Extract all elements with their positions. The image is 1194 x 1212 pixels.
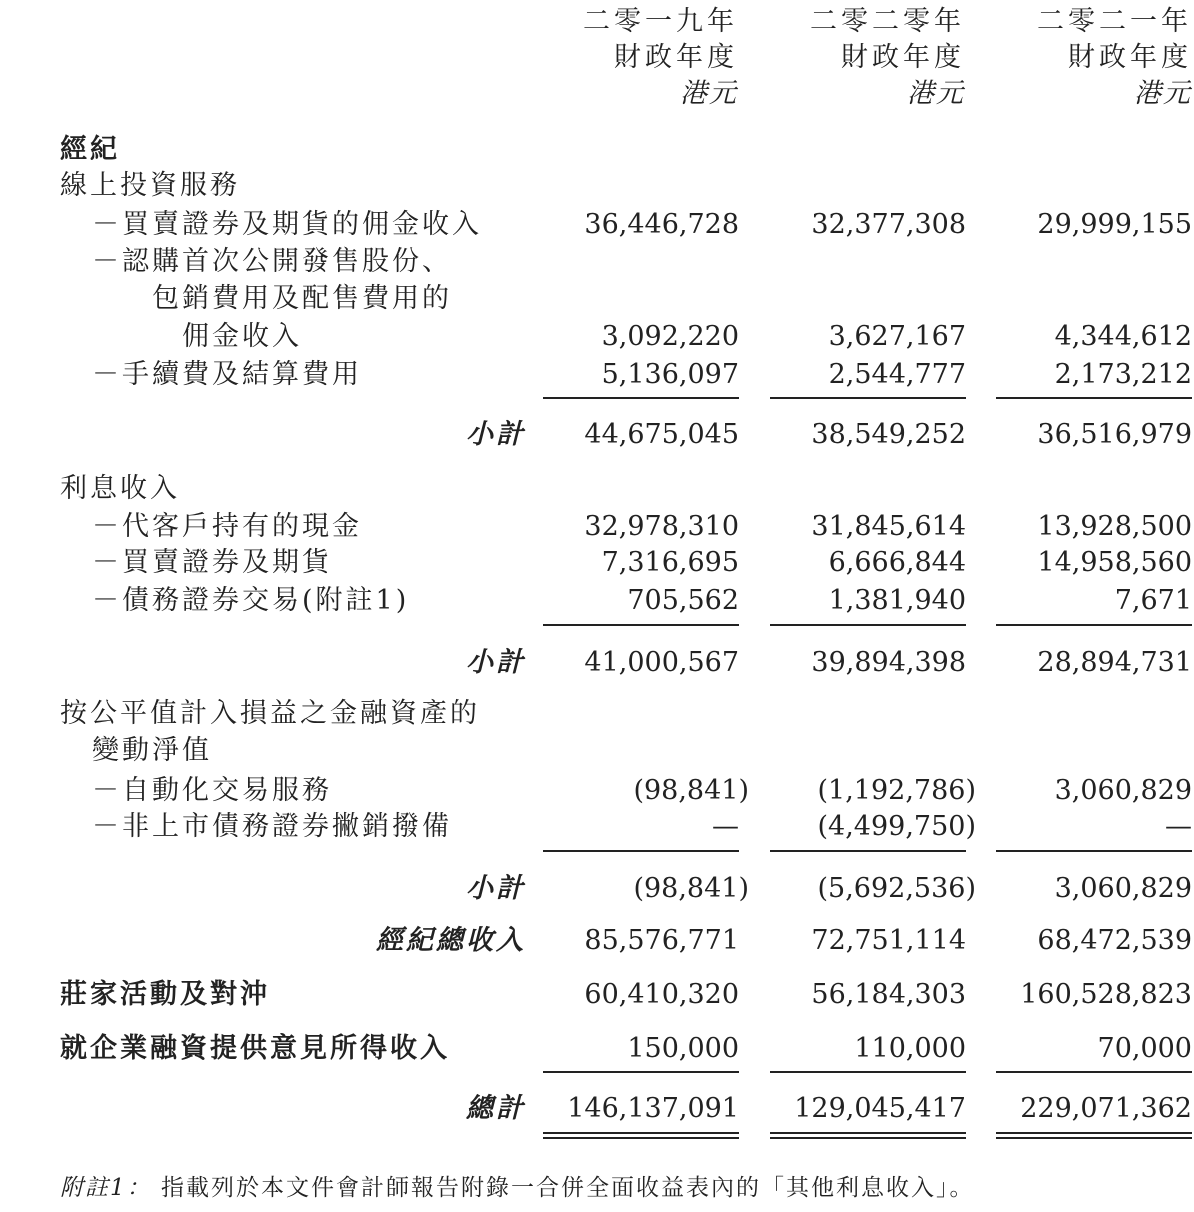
footnote (60, 1172, 974, 1204)
cell-client-cash-2021: 13,928,500 (1037, 511, 1192, 542)
section-title-fvtpl-line1: 按公平值計入損益之金融資產的 (60, 698, 480, 729)
total-label: 總計 (466, 1093, 526, 1124)
rule-line (770, 397, 966, 399)
cell-client-cash-2020: 31,845,614 (811, 511, 966, 542)
rule-line (543, 850, 739, 852)
row-label-handling-fees: －手續費及結算費用 (92, 359, 362, 390)
rule-line (543, 1071, 739, 1073)
double-rule-line (543, 1132, 739, 1139)
rule-line (996, 850, 1192, 852)
cell-securities-futures-2020: 6,666,844 (828, 547, 966, 578)
cell-securities-futures-2019: 7,316,695 (601, 547, 739, 578)
cell-commission-securities-2021: 29,999,155 (1037, 209, 1192, 240)
cell-commission-securities-2019: 36,446,728 (584, 209, 739, 240)
cell-auto-trading-2019: (98,841) (633, 775, 749, 806)
cell-dealing-2019: 60,410,320 (584, 979, 739, 1010)
cell-brokerage-total-2021: 68,472,539 (1037, 925, 1192, 956)
cell-debt-trading-2021: 7,671 (1114, 585, 1192, 616)
column-header-2019 (498, 4, 738, 112)
cell-writeoff-2021: — (1165, 811, 1192, 842)
cell-auto-trading-2021: 3,060,829 (1054, 775, 1192, 806)
rule-line (543, 624, 739, 626)
fiscal-year-label: 財政年度 (1068, 42, 1192, 73)
row-label-commission-securities: －買賣證券及期貨的佣金收入 (92, 209, 482, 240)
cell-debt-trading-2020: 1,381,940 (828, 585, 966, 616)
row-label-auto-trading: －自動化交易服務 (92, 775, 332, 806)
cell-commission-ipo-2019: 3,092,220 (601, 321, 739, 352)
row-label-advisory: 就企業融資提供意見所得收入 (60, 1033, 450, 1064)
cell-advisory-2021: 70,000 (1097, 1033, 1192, 1064)
subtotal-label-interest: 小計 (466, 647, 526, 678)
cell-subtotal-interest-2019: 41,000,567 (584, 647, 739, 678)
cell-total-2021: 229,071,362 (1020, 1093, 1192, 1124)
cell-total-2019: 146,137,091 (567, 1093, 739, 1124)
cell-subtotal-fvtpl-2020: (5,692,536) (817, 873, 976, 904)
rule-line (770, 850, 966, 852)
rule-line (770, 1071, 966, 1073)
cell-subtotal-brokerage-2020: 38,549,252 (811, 419, 966, 450)
cell-commission-ipo-2020: 3,627,167 (828, 321, 966, 352)
double-rule-line (770, 1132, 966, 1139)
footnote-text: 指載列於本文件會計師報告附錄一合併全面收益表內的「其他利息收入」。 (160, 1175, 975, 1201)
cell-handling-fees-2021: 2,173,212 (1054, 359, 1192, 390)
fiscal-year-label: 財政年度 (614, 42, 738, 73)
cell-total-2020: 129,045,417 (794, 1093, 966, 1124)
rule-line (996, 624, 1192, 626)
row-label-commission-ipo-line1: －認購首次公開發售股份、 (92, 246, 452, 277)
rule-line (543, 397, 739, 399)
footnote-label: 附註1： (60, 1175, 152, 1201)
cell-subtotal-fvtpl-2021: 3,060,829 (1054, 873, 1192, 904)
section-title-interest: 利息收入 (60, 473, 180, 504)
row-label-dealing: 莊家活動及對沖 (60, 979, 270, 1010)
cell-commission-ipo-2021: 4,344,612 (1054, 321, 1192, 352)
section-title-fvtpl-line2: 變動淨值 (92, 735, 212, 766)
year-label: 二零一九年 (583, 6, 738, 37)
currency-label: 港元 (907, 78, 965, 109)
row-label-securities-futures: －買賣證券及期貨 (92, 547, 332, 578)
currency-label: 港元 (680, 78, 738, 109)
row-label-commission-ipo-line3: 佣金收入 (182, 321, 302, 352)
subtotal-label-fvtpl: 小計 (466, 873, 526, 904)
rule-line (996, 397, 1192, 399)
fiscal-year-label: 財政年度 (841, 42, 965, 73)
row-label-client-cash: －代客戶持有的現金 (92, 511, 362, 542)
cell-debt-trading-2019: 705,562 (627, 585, 739, 616)
double-rule-line (996, 1132, 1192, 1139)
cell-subtotal-fvtpl-2019: (98,841) (633, 873, 749, 904)
year-label: 二零二一年 (1037, 6, 1192, 37)
row-label-debt-trading: －債務證券交易(附註1) (92, 585, 410, 616)
cell-handling-fees-2019: 5,136,097 (601, 359, 739, 390)
column-header-2020 (725, 4, 965, 112)
cell-subtotal-brokerage-2021: 36,516,979 (1037, 419, 1192, 450)
cell-writeoff-2019: — (712, 811, 739, 842)
cell-securities-futures-2021: 14,958,560 (1037, 547, 1192, 578)
subtotal-label-brokerage: 小計 (466, 419, 526, 450)
cell-commission-securities-2020: 32,377,308 (811, 209, 966, 240)
rule-line (996, 1071, 1192, 1073)
row-label-commission-ipo-line2: 包銷費用及配售費用的 (152, 283, 452, 314)
cell-dealing-2021: 160,528,823 (1020, 979, 1192, 1010)
cell-client-cash-2019: 32,978,310 (584, 511, 739, 542)
cell-brokerage-total-2020: 72,751,114 (811, 925, 966, 956)
cell-subtotal-brokerage-2019: 44,675,045 (584, 419, 739, 450)
cell-auto-trading-2020: (1,192,786) (817, 775, 976, 806)
year-label: 二零二零年 (810, 6, 965, 37)
currency-label: 港元 (1134, 78, 1192, 109)
row-label-writeoff: －非上市債務證券撇銷撥備 (92, 811, 452, 842)
cell-handling-fees-2020: 2,544,777 (828, 359, 966, 390)
rule-line (770, 624, 966, 626)
brokerage-total-label: 經紀總收入 (376, 925, 526, 956)
cell-subtotal-interest-2020: 39,894,398 (811, 647, 966, 678)
cell-advisory-2019: 150,000 (627, 1033, 739, 1064)
column-header-2021 (952, 4, 1192, 112)
section-title-brokerage: 經紀 (60, 134, 120, 165)
online-services-title: 線上投資服務 (60, 170, 240, 201)
cell-advisory-2020: 110,000 (854, 1033, 966, 1064)
cell-writeoff-2020: (4,499,750) (817, 811, 976, 842)
cell-subtotal-interest-2021: 28,894,731 (1037, 647, 1192, 678)
cell-brokerage-total-2019: 85,576,771 (584, 925, 739, 956)
cell-dealing-2020: 56,184,303 (811, 979, 966, 1010)
